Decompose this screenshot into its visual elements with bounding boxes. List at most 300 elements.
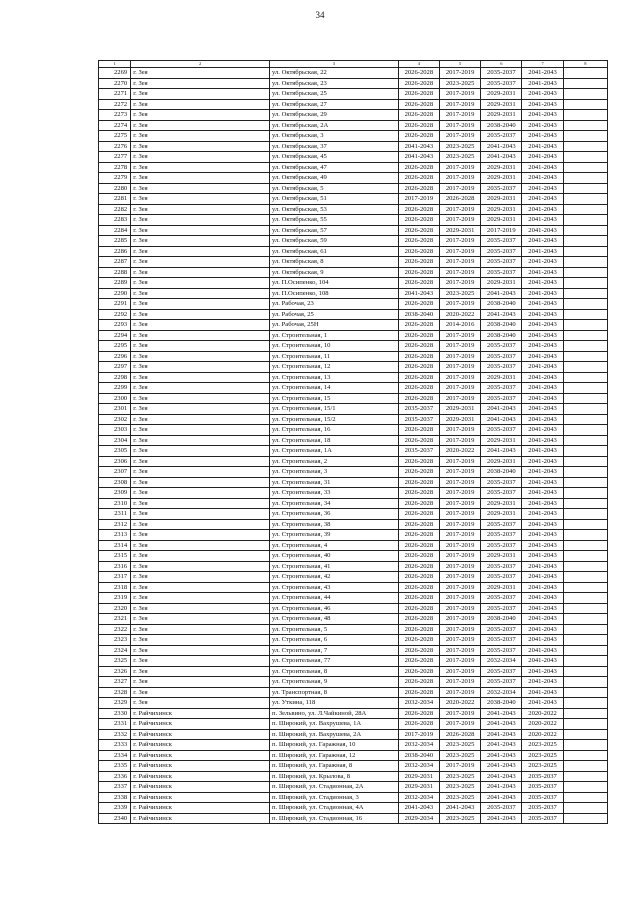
table-row	[99, 372, 608, 383]
locality-cell: г. Зея	[131, 362, 270, 373]
period-cell: 2026-2028	[398, 656, 439, 667]
note-cell	[563, 698, 607, 709]
period-cell: 2029-2031	[481, 582, 522, 593]
period-cell: 2029-2031	[439, 404, 480, 415]
row-number-cell: 2289	[99, 278, 131, 289]
table-row	[99, 131, 608, 142]
period-cell: 2026-2028	[398, 362, 439, 373]
period-cell: 2029-2031	[481, 509, 522, 520]
period-cell: 2017-2019	[439, 645, 480, 656]
period-cell: 2035-2037	[481, 677, 522, 688]
period-cell: 2035-2037	[481, 593, 522, 604]
period-cell: 2032-2034	[481, 687, 522, 698]
note-cell	[563, 141, 607, 152]
note-cell	[563, 99, 607, 110]
address-cell: п. Широкий, ул. Стадионная, 3	[270, 792, 399, 803]
period-cell: 2029-2031	[398, 782, 439, 793]
locality-cell: г. Райчихинск	[131, 771, 270, 782]
note-cell	[563, 435, 607, 446]
period-cell: 2017-2019	[439, 530, 480, 541]
note-cell	[563, 572, 607, 583]
period-cell: 2041-2043	[522, 288, 563, 299]
row-number-cell: 2329	[99, 698, 131, 709]
row-number-cell: 2314	[99, 540, 131, 551]
period-cell: 2041-2043	[481, 813, 522, 824]
period-cell: 2026-2028	[398, 477, 439, 488]
period-cell: 2026-2028	[398, 120, 439, 131]
row-number-cell: 2316	[99, 561, 131, 572]
row-number-cell: 2275	[99, 131, 131, 142]
period-cell: 2035-2037	[481, 78, 522, 89]
note-cell	[563, 635, 607, 646]
period-cell: 2026-2028	[398, 708, 439, 719]
period-cell: 2017-2019	[439, 498, 480, 509]
address-cell: ул. Октябрьская, 57	[270, 225, 399, 236]
table-row	[99, 540, 608, 551]
period-cell: 2017-2019	[398, 729, 439, 740]
address-cell: ул. Строительная, 15/1	[270, 404, 399, 415]
locality-cell: г. Зея	[131, 677, 270, 688]
row-number-cell: 2287	[99, 257, 131, 268]
period-cell: 2020-2022	[522, 719, 563, 730]
period-cell: 2029-2031	[481, 215, 522, 226]
note-cell	[563, 162, 607, 173]
table-row	[99, 320, 608, 331]
row-number-cell: 2276	[99, 141, 131, 152]
locality-cell: г. Зея	[131, 551, 270, 562]
locality-cell: г. Зея	[131, 456, 270, 467]
table-row	[99, 624, 608, 635]
period-cell: 2026-2028	[398, 131, 439, 142]
period-cell: 2035-2037	[398, 404, 439, 415]
address-cell: ул. Октябрьская, 23	[270, 78, 399, 89]
address-cell: ул. Строительная, 44	[270, 593, 399, 604]
table-row	[99, 813, 608, 824]
period-cell: 2041-2043	[522, 687, 563, 698]
period-cell: 2038-2040	[481, 614, 522, 625]
period-cell: 2029-2031	[481, 89, 522, 100]
period-cell: 2020-2022	[439, 446, 480, 457]
row-number-cell: 2331	[99, 719, 131, 730]
locality-cell: г. Зея	[131, 152, 270, 163]
period-cell: 2035-2037	[481, 341, 522, 352]
note-cell	[563, 467, 607, 478]
period-cell: 2041-2043	[481, 288, 522, 299]
address-cell: ул. Строительная, 15/2	[270, 414, 399, 425]
period-cell: 2023-2025	[439, 288, 480, 299]
note-cell	[563, 309, 607, 320]
locality-cell: г. Зея	[131, 351, 270, 362]
period-cell: 2035-2037	[481, 603, 522, 614]
period-cell: 2023-2025	[522, 761, 563, 772]
table-row	[99, 267, 608, 278]
address-cell: ул. Рабочая, 25Н	[270, 320, 399, 331]
row-number-cell: 2330	[99, 708, 131, 719]
period-cell: 2041-2043	[481, 446, 522, 457]
period-cell: 2017-2019	[439, 246, 480, 257]
address-cell: ул. Строительная, 46	[270, 603, 399, 614]
address-cell: ул. Строительная, 41	[270, 561, 399, 572]
column-number: 3	[270, 61, 399, 68]
locality-cell: г. Зея	[131, 446, 270, 457]
address-cell: ул. Строительная, 3	[270, 467, 399, 478]
address-cell: ул. Строительная, 6	[270, 635, 399, 646]
period-cell: 2017-2019	[439, 351, 480, 362]
table-row	[99, 488, 608, 499]
row-number-cell: 2269	[99, 68, 131, 79]
address-cell: п. Широкий, ул. Крылова, 8	[270, 771, 399, 782]
locality-cell: г. Зея	[131, 519, 270, 530]
row-number-cell: 2277	[99, 152, 131, 163]
table-row	[99, 498, 608, 509]
address-cell: ул. Строительная, 13	[270, 372, 399, 383]
note-cell	[563, 750, 607, 761]
table-row	[99, 299, 608, 310]
period-cell: 2017-2019	[439, 603, 480, 614]
row-number-cell: 2285	[99, 236, 131, 247]
note-cell	[563, 267, 607, 278]
period-cell: 2041-2043	[522, 530, 563, 541]
period-cell: 2041-2043	[439, 803, 480, 814]
period-cell: 2026-2028	[398, 215, 439, 226]
locality-cell: г. Зея	[131, 488, 270, 499]
locality-cell: г. Райчихинск	[131, 750, 270, 761]
period-cell: 2041-2043	[522, 582, 563, 593]
locality-cell: г. Райчихинск	[131, 708, 270, 719]
period-cell: 2026-2028	[398, 78, 439, 89]
period-cell: 2017-2019	[439, 509, 480, 520]
table-row	[99, 467, 608, 478]
address-cell: ул. Рабочая, 23	[270, 299, 399, 310]
table-row	[99, 572, 608, 583]
period-cell: 2041-2043	[522, 446, 563, 457]
row-number-cell: 2321	[99, 614, 131, 625]
period-cell: 2032-2034	[398, 698, 439, 709]
row-number-cell: 2297	[99, 362, 131, 373]
period-cell: 2035-2037	[522, 792, 563, 803]
note-cell	[563, 519, 607, 530]
table-row	[99, 530, 608, 541]
period-cell: 2017-2019	[439, 393, 480, 404]
note-cell	[563, 488, 607, 499]
period-cell: 2032-2034	[398, 740, 439, 751]
period-cell: 2023-2025	[439, 813, 480, 824]
table-row	[99, 803, 608, 814]
table-row	[99, 698, 608, 709]
note-cell	[563, 383, 607, 394]
address-cell: ул. П.Осипенко, 104	[270, 278, 399, 289]
period-cell: 2026-2028	[398, 257, 439, 268]
address-cell: ул. Строительная, 77	[270, 656, 399, 667]
note-cell	[563, 372, 607, 383]
period-cell: 2041-2043	[522, 372, 563, 383]
table-row	[99, 771, 608, 782]
row-number-cell: 2310	[99, 498, 131, 509]
locality-cell: г. Зея	[131, 635, 270, 646]
note-cell	[563, 561, 607, 572]
period-cell: 2041-2043	[481, 750, 522, 761]
note-cell	[563, 540, 607, 551]
column-number: 1	[99, 61, 131, 68]
period-cell: 2041-2043	[522, 162, 563, 173]
period-cell: 2017-2019	[439, 624, 480, 635]
period-cell: 2023-2025	[439, 750, 480, 761]
period-cell: 2041-2043	[481, 771, 522, 782]
period-cell: 2041-2043	[522, 509, 563, 520]
row-number-cell: 2299	[99, 383, 131, 394]
table-row	[99, 225, 608, 236]
column-number: 4	[398, 61, 439, 68]
locality-cell: г. Зея	[131, 530, 270, 541]
period-cell: 2026-2028	[398, 89, 439, 100]
row-number-cell: 2312	[99, 519, 131, 530]
row-number-cell: 2274	[99, 120, 131, 131]
row-number-cell: 2270	[99, 78, 131, 89]
period-cell: 2026-2028	[398, 530, 439, 541]
period-cell: 2026-2028	[398, 435, 439, 446]
address-cell: ул. Строительная, 39	[270, 530, 399, 541]
period-cell: 2026-2028	[398, 582, 439, 593]
note-cell	[563, 645, 607, 656]
period-cell: 2041-2043	[522, 477, 563, 488]
period-cell: 2023-2025	[439, 740, 480, 751]
address-cell: п. Широкий, ул. Стадионная, 16	[270, 813, 399, 824]
address-cell: ул. Октябрьская, 55	[270, 215, 399, 226]
period-cell: 2026-2028	[398, 173, 439, 184]
period-cell: 2041-2043	[522, 456, 563, 467]
row-number-cell: 2300	[99, 393, 131, 404]
table-row	[99, 404, 608, 415]
address-cell: ул. Строительная, 8	[270, 666, 399, 677]
note-cell	[563, 677, 607, 688]
period-cell: 2041-2043	[522, 414, 563, 425]
period-cell: 2017-2019	[439, 330, 480, 341]
period-cell: 2017-2019	[439, 99, 480, 110]
address-cell: ул. П.Осипенко, 108	[270, 288, 399, 299]
table-row	[99, 246, 608, 257]
address-cell: п. Широкий, ул. Гаражная, 8	[270, 761, 399, 772]
table-row	[99, 330, 608, 341]
row-number-cell: 2301	[99, 404, 131, 415]
note-cell	[563, 89, 607, 100]
note-cell	[563, 194, 607, 205]
period-cell: 2038-2040	[481, 698, 522, 709]
note-cell	[563, 246, 607, 257]
period-cell: 2020-2022	[522, 729, 563, 740]
period-cell: 2017-2019	[439, 204, 480, 215]
period-cell: 2041-2043	[481, 708, 522, 719]
note-cell	[563, 425, 607, 436]
note-cell	[563, 236, 607, 247]
period-cell: 2041-2043	[398, 152, 439, 163]
period-cell: 2035-2037	[481, 383, 522, 394]
period-cell: 2017-2019	[481, 225, 522, 236]
row-number-cell: 2324	[99, 645, 131, 656]
table-row	[99, 89, 608, 100]
row-number-cell: 2281	[99, 194, 131, 205]
locality-cell: г. Зея	[131, 267, 270, 278]
period-cell: 2041-2043	[522, 194, 563, 205]
row-number-cell: 2333	[99, 740, 131, 751]
period-cell: 2041-2043	[522, 425, 563, 436]
row-number-cell: 2278	[99, 162, 131, 173]
period-cell: 2023-2025	[522, 740, 563, 751]
address-cell: ул. Строительная, 10	[270, 341, 399, 352]
period-cell: 2017-2019	[439, 467, 480, 478]
locality-cell: г. Зея	[131, 498, 270, 509]
period-cell: 2026-2028	[398, 162, 439, 173]
period-cell: 2041-2043	[522, 330, 563, 341]
period-cell: 2041-2043	[522, 677, 563, 688]
note-cell	[563, 152, 607, 163]
period-cell: 2029-2031	[481, 278, 522, 289]
period-cell: 2026-2028	[398, 225, 439, 236]
period-cell: 2017-2019	[439, 666, 480, 677]
period-cell: 2029-2031	[481, 498, 522, 509]
period-cell: 2035-2037	[481, 519, 522, 530]
address-cell: ул. Октябрьская, 61	[270, 246, 399, 257]
locality-cell: г. Зея	[131, 698, 270, 709]
period-cell: 2029-2031	[481, 435, 522, 446]
table-row	[99, 120, 608, 131]
address-cell: п. Зельвино, ул. Л.Чайкиной, 28А	[270, 708, 399, 719]
note-cell	[563, 393, 607, 404]
locality-cell: г. Райчихинск	[131, 792, 270, 803]
table-row	[99, 635, 608, 646]
address-cell: ул. Строительная, 12	[270, 362, 399, 373]
table-row	[99, 656, 608, 667]
period-cell: 2035-2037	[481, 183, 522, 194]
period-cell: 2026-2028	[398, 393, 439, 404]
row-number-cell: 2307	[99, 467, 131, 478]
note-cell	[563, 299, 607, 310]
locality-cell: г. Зея	[131, 236, 270, 247]
period-cell: 2041-2043	[522, 215, 563, 226]
locality-cell: г. Райчихинск	[131, 761, 270, 772]
note-cell	[563, 341, 607, 352]
period-cell: 2017-2019	[439, 341, 480, 352]
note-cell	[563, 551, 607, 562]
address-cell: ул. Строительная, 4	[270, 540, 399, 551]
row-number-cell: 2298	[99, 372, 131, 383]
period-cell: 2023-2025	[439, 152, 480, 163]
address-cell: ул. Строительная, 1А	[270, 446, 399, 457]
note-cell	[563, 603, 607, 614]
period-cell: 2026-2028	[398, 593, 439, 604]
period-cell: 2041-2043	[522, 551, 563, 562]
address-cell: ул. Строительная, 18	[270, 435, 399, 446]
table-row	[99, 593, 608, 604]
period-cell: 2035-2037	[481, 635, 522, 646]
address-cell: ул. Октябрьская, 37	[270, 141, 399, 152]
period-cell: 2017-2019	[439, 278, 480, 289]
note-cell	[563, 351, 607, 362]
period-cell: 2026-2028	[398, 624, 439, 635]
period-cell: 2041-2043	[522, 666, 563, 677]
note-cell	[563, 792, 607, 803]
period-cell: 2026-2028	[398, 351, 439, 362]
table-row	[99, 719, 608, 730]
locality-cell: г. Зея	[131, 614, 270, 625]
period-cell: 2017-2019	[439, 362, 480, 373]
table-row	[99, 288, 608, 299]
address-cell: п. Широкий, ул. Гаражная, 10	[270, 740, 399, 751]
note-cell	[563, 530, 607, 541]
locality-cell: г. Зея	[131, 141, 270, 152]
locality-cell: г. Зея	[131, 656, 270, 667]
note-cell	[563, 173, 607, 184]
table-row	[99, 551, 608, 562]
row-number-cell: 2303	[99, 425, 131, 436]
period-cell: 2026-2028	[398, 572, 439, 583]
locality-cell: г. Зея	[131, 561, 270, 572]
period-cell: 2026-2028	[398, 341, 439, 352]
period-cell: 2041-2043	[522, 246, 563, 257]
period-cell: 2041-2043	[522, 572, 563, 583]
period-cell: 2017-2019	[439, 614, 480, 625]
period-cell: 2029-2031	[481, 456, 522, 467]
period-cell: 2026-2028	[398, 509, 439, 520]
locality-cell: г. Райчихинск	[131, 782, 270, 793]
period-cell: 2026-2028	[398, 99, 439, 110]
row-number-cell: 2319	[99, 593, 131, 604]
period-cell: 2035-2037	[481, 351, 522, 362]
period-cell: 2032-2034	[398, 792, 439, 803]
locality-cell: г. Зея	[131, 110, 270, 121]
address-cell: ул. Строительная, 43	[270, 582, 399, 593]
locality-cell: г. Зея	[131, 131, 270, 142]
period-cell: 2041-2043	[398, 803, 439, 814]
locality-cell: г. Зея	[131, 624, 270, 635]
locality-cell: г. Райчихинск	[131, 719, 270, 730]
address-cell: ул. Строительная, 15	[270, 393, 399, 404]
period-cell: 2029-2031	[481, 99, 522, 110]
note-cell	[563, 446, 607, 457]
column-number: 5	[439, 61, 480, 68]
period-cell: 2035-2037	[481, 530, 522, 541]
address-cell: ул. Октябрьская, 51	[270, 194, 399, 205]
period-cell: 2017-2019	[439, 593, 480, 604]
note-cell	[563, 509, 607, 520]
note-cell	[563, 593, 607, 604]
table-body	[99, 61, 608, 824]
period-cell: 2032-2034	[481, 656, 522, 667]
period-cell: 2026-2028	[398, 551, 439, 562]
table-row	[99, 519, 608, 530]
note-cell	[563, 719, 607, 730]
period-cell: 2041-2043	[522, 320, 563, 331]
row-number-cell: 2305	[99, 446, 131, 457]
locality-cell: г. Зея	[131, 435, 270, 446]
period-cell: 2041-2043	[522, 131, 563, 142]
period-cell: 2017-2019	[439, 677, 480, 688]
note-cell	[563, 320, 607, 331]
period-cell: 2029-2031	[481, 372, 522, 383]
row-number-cell: 2318	[99, 582, 131, 593]
locality-cell: г. Зея	[131, 687, 270, 698]
period-cell: 2023-2025	[439, 771, 480, 782]
period-cell: 2026-2028	[398, 330, 439, 341]
period-cell: 2032-2034	[398, 761, 439, 772]
period-cell: 2029-2031	[439, 225, 480, 236]
period-cell: 2041-2043	[481, 152, 522, 163]
period-cell: 2041-2043	[398, 288, 439, 299]
period-cell: 2029-2031	[481, 162, 522, 173]
locality-cell: г. Зея	[131, 467, 270, 478]
locality-cell: г. Райчихинск	[131, 813, 270, 824]
table-row	[99, 708, 608, 719]
period-cell: 2026-2028	[439, 194, 480, 205]
